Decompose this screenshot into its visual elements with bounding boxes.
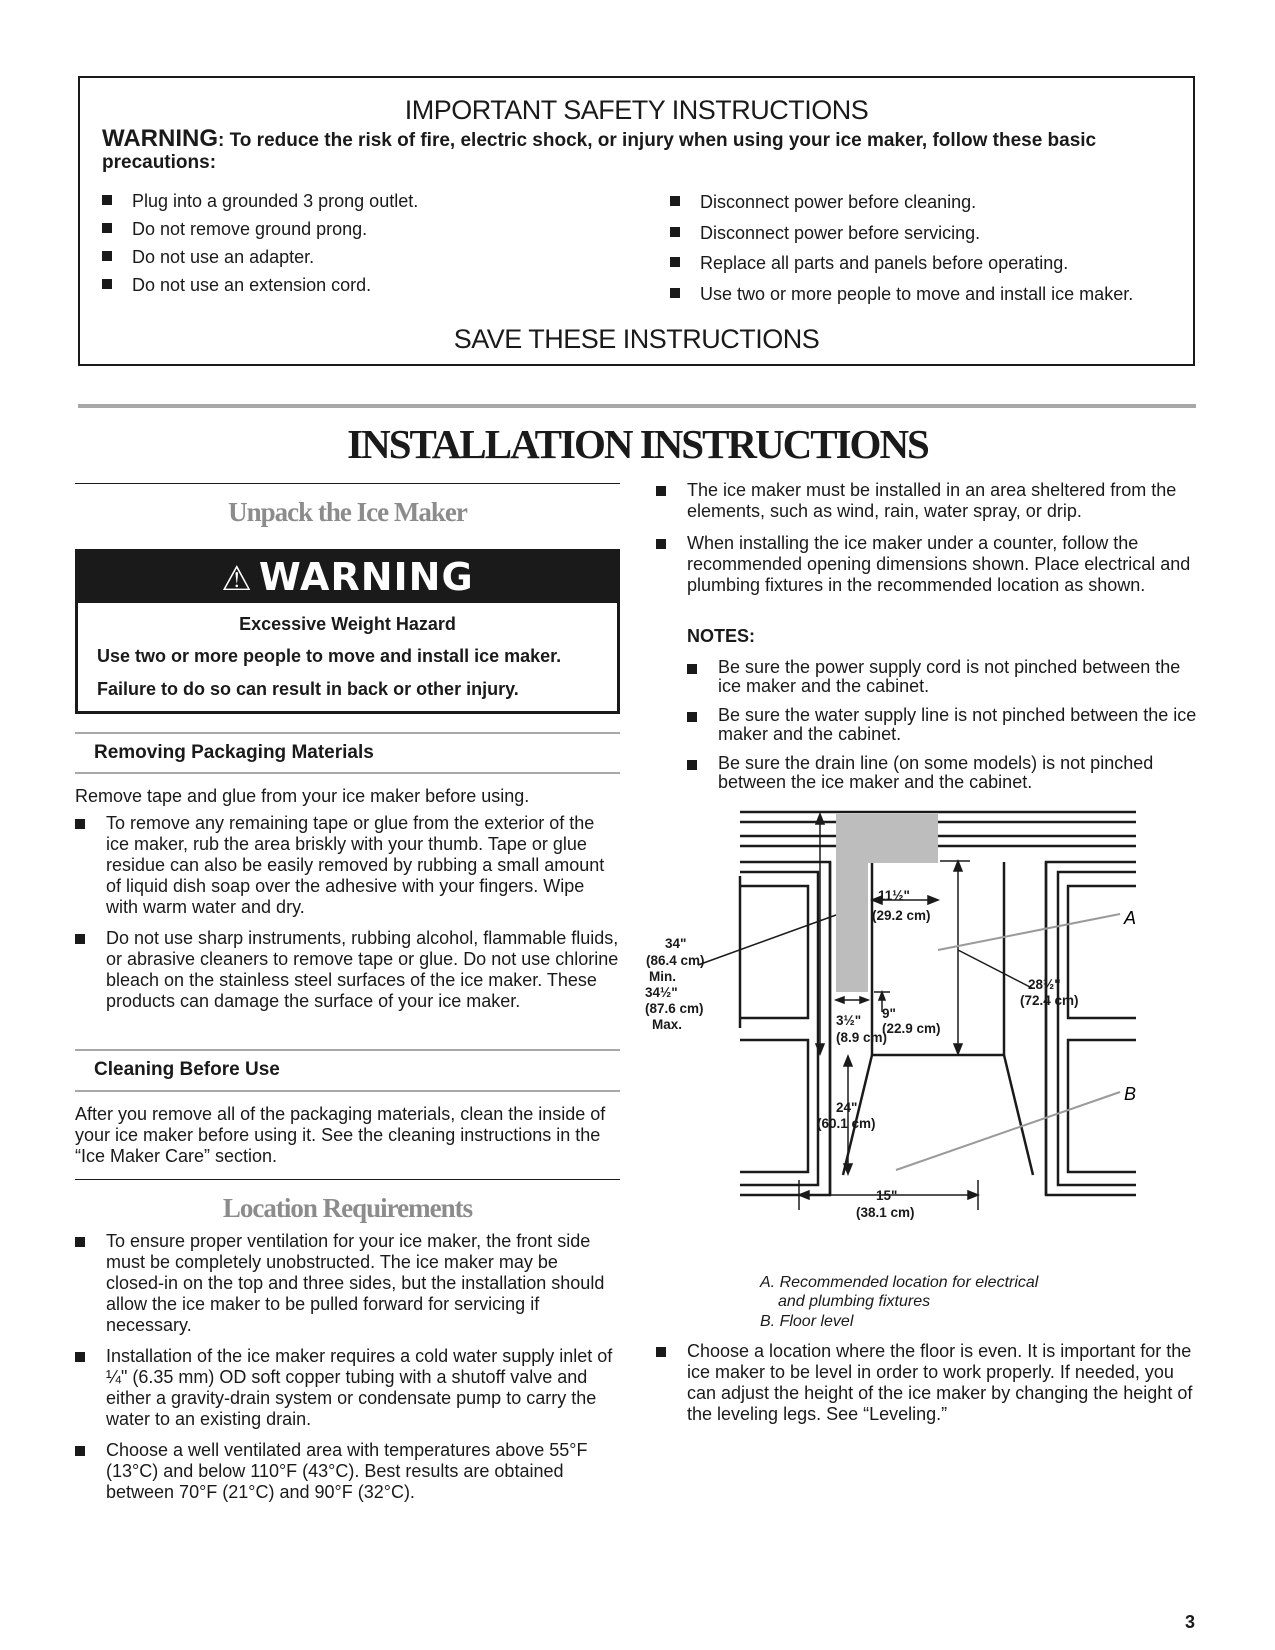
dim-height-b-cm: (87.6 cm) bbox=[645, 1001, 704, 1016]
page-title: INSTALLATION INSTRUCTIONS bbox=[347, 421, 928, 467]
removing-intro: Remove tape and glue from your ice maker before using. bbox=[75, 786, 530, 806]
location-list bbox=[75, 1231, 620, 1503]
list-item: Choose a location where the floor is even. It is important for the ice maker to be level in order to work properly. If needed, you can adjust the height of the ice maker by changing the height of the leveling legs. See “Leveling.” bbox=[656, 1341, 1201, 1425]
cleaning-text: After you remove all of the packaging materials, clean the inside of your ice maker before using it. See the cleaning instructions in the “Ice Maker Care” section. bbox=[75, 1104, 606, 1166]
leader-a bbox=[938, 914, 1120, 950]
list-item: Disconnect power before servicing. bbox=[670, 223, 1180, 254]
dim-small-h: 9" bbox=[882, 1006, 896, 1021]
label-b: B bbox=[1124, 1084, 1137, 1104]
caption-a-line-2: and plumbing fixtures bbox=[778, 1293, 931, 1310]
leader-28 bbox=[958, 950, 1032, 988]
caption-a-line-1: A. Recommended location for electrical bbox=[760, 1274, 1039, 1291]
weight-warning-box bbox=[75, 549, 620, 714]
list-item: Plug into a grounded 3 prong outlet. bbox=[102, 191, 622, 219]
hazard-line-1: Use two or more people to move and install ice maker. bbox=[97, 646, 562, 666]
save-instructions-title: SAVE THESE INSTRUCTIONS bbox=[453, 324, 820, 354]
safety-instructions-box bbox=[78, 76, 1195, 366]
left-cabinet bbox=[740, 862, 830, 1195]
dim-small-w-cm: (8.9 cm) bbox=[836, 1030, 888, 1045]
list-item: Do not use sharp instruments, rubbing alcohol, flammable fluids, or abrasive cleaners to remove tape or glue. Do not use chlorine bleach on the stainless steel surfaces of the ice maker. These products can damage the surface of your ice maker. bbox=[75, 928, 620, 1012]
dim-depth: 24" bbox=[836, 1100, 858, 1115]
safety-list-right bbox=[670, 192, 1180, 314]
page-number: 3 bbox=[1185, 1612, 1196, 1632]
location-list-continued bbox=[656, 480, 1201, 596]
fixture-location-region bbox=[836, 814, 938, 992]
list-item: To remove any remaining tape or glue from the exterior of the ice maker, rub the area briskly with your thumb. Tape or glue residue can also be easily removed by rubbing a small amount of liquid dish soap over the adhesive with your fingers. Wipe with warm water and dry. bbox=[75, 813, 620, 918]
list-item: Be sure the power supply cord is not pinched between the ice maker and the cabinet. bbox=[687, 658, 1205, 696]
list-item: The ice maker must be installed in an area sheltered from the elements, such as wind, rain, water spray, or drip. bbox=[656, 480, 1201, 522]
dim-height-max: Max. bbox=[652, 1017, 683, 1032]
warning-triangle-icon: ⚠ bbox=[221, 559, 253, 599]
list-item: Do not use an adapter. bbox=[102, 247, 622, 275]
notes-list bbox=[687, 658, 1205, 792]
list-item: Replace all parts and panels before operating. bbox=[670, 253, 1180, 284]
dim-depth-cm: (60.1 cm) bbox=[817, 1116, 876, 1131]
dim-width-top-cm: (29.2 cm) bbox=[872, 908, 931, 923]
dim-bottom-cm: (38.1 cm) bbox=[856, 1205, 915, 1220]
removing-heading: Removing Packaging Materials bbox=[94, 742, 374, 763]
list-item: Choose a well ventilated area with temperatures above 55°F (13°C) and below 110°F (43°C). Best results are obtained between 70°F (21°C) and 90°F (32°C). bbox=[75, 1440, 620, 1503]
list-item: Do not remove ground prong. bbox=[102, 219, 622, 247]
list-item: Disconnect power before cleaning. bbox=[670, 192, 1180, 223]
list-item: To ensure proper ventilation for your ice maker, the front side must be completely unobstructed. The ice maker may be closed-in on the top and three sides, but the installation should allow the ice maker to be pulled forward for servicing if necessary. bbox=[75, 1231, 620, 1336]
safety-list-left bbox=[102, 191, 622, 303]
list-item: Be sure the water supply line is not pinched between the ice maker and the cabinet. bbox=[687, 706, 1205, 744]
divider bbox=[75, 1049, 620, 1051]
caption-b: B. Floor level bbox=[760, 1313, 854, 1330]
dim-right-cm: (72.4 cm) bbox=[1020, 993, 1079, 1008]
dim-small-w: 3½" bbox=[836, 1013, 862, 1028]
list-item: Installation of the ice maker requires a cold water supply inlet of ¼" (6.35 mm) OD soft copper tubing with a shutoff valve and either a gravity-drain system or condensate pump to carry the water to an existing drain. bbox=[75, 1346, 620, 1430]
safety-warning bbox=[102, 125, 1173, 174]
warning-text: : To reduce the risk of fire, electric shock, or injury when using your ice maker, follow these basic precautions: bbox=[102, 130, 1097, 173]
list-item: Do not use an extension cord. bbox=[102, 275, 622, 303]
warning-banner: ⚠ WARNING bbox=[78, 552, 617, 603]
divider bbox=[75, 483, 620, 484]
leader-b bbox=[896, 1092, 1120, 1170]
notes-heading: NOTES: bbox=[687, 626, 756, 646]
dim-small-h-cm: (22.9 cm) bbox=[882, 1021, 941, 1036]
dim-height-a: 34" bbox=[665, 936, 687, 951]
dim-width-top: 11½" bbox=[878, 888, 910, 903]
floor-list bbox=[656, 1341, 1201, 1425]
cleaning-heading: Cleaning Before Use bbox=[94, 1059, 280, 1080]
dim-height-min: Min. bbox=[649, 969, 676, 984]
installation-diagram bbox=[645, 800, 1200, 1320]
section-divider bbox=[78, 404, 1196, 408]
divider bbox=[75, 1179, 620, 1180]
location-heading: Location Requirements bbox=[222, 1193, 473, 1223]
list-item: Use two or more people to move and install ice maker. bbox=[670, 284, 1180, 315]
divider bbox=[75, 732, 620, 734]
list-item: When installing the ice maker under a counter, follow the recommended opening dimensions shown. Place electrical and plumbing fixtures in the recommended location as shown. bbox=[656, 533, 1201, 596]
hazard-line-2: Failure to do so can result in back or other injury. bbox=[97, 679, 519, 699]
list-item: Be sure the drain line (on some models) is not pinched between the ice maker and the cabinet. bbox=[687, 754, 1205, 792]
removing-list bbox=[75, 813, 620, 1012]
hazard-title: Excessive Weight Hazard bbox=[239, 614, 456, 634]
divider bbox=[75, 772, 620, 774]
leader-34 bbox=[698, 915, 836, 965]
dim-height-a-cm: (86.4 cm) bbox=[646, 953, 705, 968]
label-a: A bbox=[1124, 908, 1137, 928]
dim-right: 28½" bbox=[1028, 977, 1061, 992]
safety-title: IMPORTANT SAFETY INSTRUCTIONS bbox=[404, 95, 869, 125]
warning-label: WARNING bbox=[102, 125, 218, 152]
dim-bottom: 15" bbox=[876, 1188, 898, 1203]
unpack-heading: Unpack the Ice Maker bbox=[228, 497, 467, 527]
right-cabinet bbox=[1046, 862, 1136, 1195]
dim-height-b: 34½" bbox=[645, 985, 678, 1000]
divider bbox=[75, 1090, 620, 1092]
